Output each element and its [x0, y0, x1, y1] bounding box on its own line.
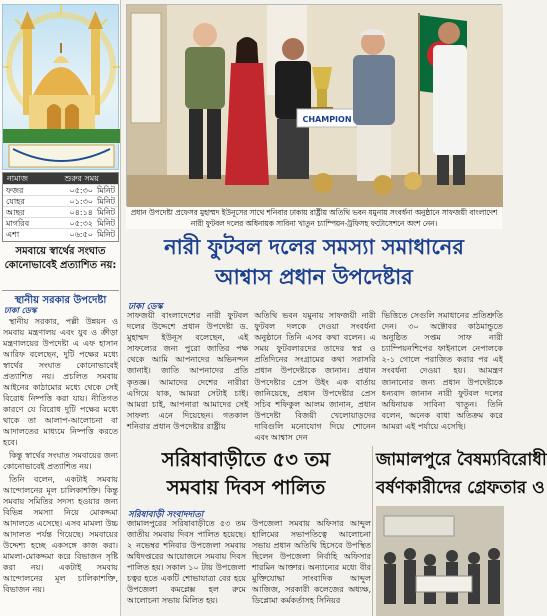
table-row	[3, 228, 118, 239]
prayer-header-name: নামাজ	[7, 174, 29, 183]
main-headline-line-2: আশ্বাস প্রধান উপদেষ্টার	[215, 265, 413, 289]
coop-conflict-headline: সমবায়ে স্বার্থের সংঘাত কোনোভাবেই প্রত্যাশিত নয়:	[4, 246, 117, 271]
article-column: ভিত্তিতে সেগুলি সমাধানের প্রতিশ্রুতি দেন। ৩০ অক্টোবর কাঠমান্ডুতে অনুষ্ঠিত সপ্তম সাফ নারী চ্যাম্পিয়নশিপের ফাইনালে নেপালকে ২-১ গোলে পরাজিত করার পর এই সংবর্ধনা দেওয়া হয়। আমন্ত্রণ জানানোর জন্য প্রধান উপদেষ্টাকে ধন্যবাদ জানান নারী ফুটবল দলের অধিনায়ক সাবিনা খাতুন। তিনি বলেন, অনেক বাধা অতিক্রম করে আমরা এই পর্যায়ে এসেছি।	[381, 310, 503, 431]
news-photo	[126, 4, 502, 206]
photo-caption: প্রধান উপদেষ্টা প্রফেসর মুহাম্মদ ইউনূসের সাথে শনিবার ঢাকায় রাষ্ট্রীয় অতিথি ভবন যমুনায় সংবর্ধনা অনুষ্ঠানে সাফজয়ী বাংলাদেশ নারী ফুটবল দলের অধিনায়ক সাবিনা খাতুন চ্যাম্পিয়ন-ট্রফিসহ ফটোসেশনে অংশ নেন।	[126, 207, 502, 229]
prayer-unit: মিনিট	[97, 186, 116, 195]
article-column: সাফজয়ী বাংলাদেশের নারী ফুটবল দলের উদ্দেশে প্রধান উপদেষ্টা ড. মুহাম্মদ ইউনূস বলেছেন, এই সাফল্যের জন্য পুরো জাতির পক্ষ থেকে আমি আপনাদের অভিনন্দন জানাই। জাতি আপনাদের প্রতি কৃতজ্ঞ। আমাদের দেশের নারীরা এগিয়ে যাক, আমরা সেটাই চাই। আমরা চাই, আপনারা আমাদের সেই সাফল্য এনে দিয়েছেন। গতকাল শনিবার প্রধান উপদেষ্টার রাষ্ট্রীয়	[127, 310, 249, 431]
prayer-name: মাগরিব	[6, 219, 30, 228]
column-divider	[372, 446, 373, 616]
jamalpur-headline-line-1: জামালপুরে বৈষম্যবিরোধী	[376, 450, 547, 470]
table-row	[3, 184, 118, 195]
paragraph: স্থানীয় সরকার, পল্লী উন্নয়ন ও সমবায় মন্ত্রণালয় এবং যুব ও ক্রীড়া মন্ত্রণালয়ের উপদেষ্টা এ এফ হাসান আরিফ বলেছেন, দুটি পক্ষের মধ্যে স্বার্থের সংঘাত কোনোভাবেই প্রত্যাশিত নয়। প্রচলিত সমবায় আইনের কাঠামোর মধ্যে থেকে সেই বিরোধ নিষ্পত্তি করা যায়। নীতিগত কারণে যে বিরোধ দুটি পক্ষের মধ্যে থাকে তা আলাপ-আলোচনা বা আদালতের মাধ্যমে নিষ্পত্তি করতে হবে।	[3, 317, 118, 447]
main-headline	[124, 232, 504, 292]
main-headline-line-1: নারী ফুটবল দলের সমস্যা সমাধানের	[164, 235, 464, 259]
prayer-header-time: শুরুর সময়	[64, 174, 99, 183]
prayer-unit: মিনিট	[97, 219, 116, 228]
prayer-name: ফজর	[6, 186, 24, 195]
prayer-unit: মিনিট	[97, 208, 116, 217]
article-column: উপজেলা সমবায় অফিসার আব্দুল হালিমের সভাপতিত্বে আলোচনা সভায় প্রধান অতিথি হিসেবে উপস্থিত ছিলেন উপজেলা নির্বাহি অফিসার শারমিন আক্তার। অন্যান্যের মধ্যে বীর মুক্তিযোদ্ধা সাংবাদিক আব্দুল আজিজ, সরকারী কলেজের অধ্যক্ষ, ডিপ্লোমা কর্মকর্তাসহ সিনিয়র	[252, 519, 371, 605]
table-row	[3, 206, 118, 217]
coop-conflict-subhead: স্থানীয় সরকার উপদেষ্টা	[2, 290, 119, 310]
paragraph: কিন্তু স্বার্থের সংঘাত সমবায়ের জন্য কোনোভাবেই প্রত্যাশিত নয়।	[3, 451, 118, 471]
banner-text: CHAMPION	[302, 115, 352, 124]
coop-day-dateline: সরিষাবাড়ী সংবাদদাতা	[128, 510, 204, 520]
coop-day-body	[127, 518, 371, 616]
article-column: অতিথি ভবন যমুনায় সাফজয়ী নারী ফুটবল দলকে দেওয়া সংবর্ধনা অনুষ্ঠানে তিনি এসব কথা বলেন। এ সময় ফুটবলারদের তাদের স্বপ্ন ও প্রতিদিনের সংগ্রামের কথা সরাসরি প্রধান উপদেষ্টাকে জানান। প্রধান উপদেষ্টার প্রেস উইং এক বার্তায় জানিয়েছে, প্রধান উপদেষ্টার প্রেস সচিব শফিকুল আলম জানান, প্রধান উপদেষ্টা বিজয়ী খেলোয়াড়দের দাবিগুলি মনোযোগ দিয়ে শোনেন এবং আশ্বাস দেন	[254, 310, 376, 443]
paragraph: তিনি বলেন, একটাই সমবায় আন্দোলনের মূল চালিকাশক্তি। কিন্তু সমবায় সমিতির সদস্য হওয়ার জন্য বিভিন্ন সমস্যা নিয়ে মোকদ্দমা আদালতে এসেছে। এসব মামলা উচ্চ আদালত পর্যন্ত গিয়েছে। সমবায়ের উদ্দেশ্য হচ্ছে একসঙ্গে কাজ করা। মামলা-মোকদ্দমা করে বিভাজন সৃষ্টি করা নয়। একটাই সমবায় আন্দোলনের মূল চালিকাশক্তি, বিভাজন নয়।	[3, 475, 118, 594]
prayer-time: ০৬:৫০	[69, 230, 93, 239]
prayer-name: এশা	[6, 230, 20, 239]
prayer-name: আছর	[6, 208, 25, 217]
prayer-unit: মিনিট	[97, 197, 116, 206]
main-article-dateline: ঢাকা ডেস্ক	[128, 302, 163, 312]
prayer-time: ০১:৩০	[69, 197, 93, 206]
coop-day-headline	[124, 446, 368, 502]
reception-photo-illustration	[127, 5, 503, 207]
prayer-table-header	[3, 173, 118, 184]
prayer-time: ০৫:৩২	[69, 219, 93, 228]
coop-conflict-dateline: ঢাকা ডেস্ক	[4, 306, 37, 315]
jamalpur-protest-photo	[376, 506, 504, 616]
prayer-times-table	[2, 172, 119, 242]
prayer-time: ০৫:৩০	[69, 186, 93, 195]
table-row	[3, 195, 118, 206]
coop-day-headline-line-2: সমবায় দিবস পালিত	[166, 476, 326, 499]
table-row	[3, 217, 118, 228]
mosque-illustration	[2, 4, 119, 170]
coop-conflict-body	[3, 316, 118, 612]
jamalpur-headline	[376, 446, 547, 504]
protest-photo-illustration	[376, 506, 504, 616]
main-article-body	[127, 310, 503, 443]
jamalpur-headline-line-2: বর্ষণকারীদের গ্রেফতার ও	[376, 478, 545, 498]
prayer-unit: মিনিট	[97, 230, 116, 239]
coop-day-headline-line-1: সরিষাবাড়ীতে ৫৩ তম	[161, 448, 331, 471]
prayer-name: যোহর	[6, 197, 25, 206]
mosque-icon	[3, 5, 120, 171]
article-column: জামালপুরের সরিষাবাড়ীতে ৫৩ তম জাতীয় সমবায় দিবস পালিত হয়েছে। ২ নভেম্বর শনিবার উপজেলা সমবায় অধিদপ্তরের আয়োজনে সমবায় দিবস পালিত হয়। সকাল ১০ টায় উপজেলা চত্বর হতে একটি শোভাযাত্রা বের হয়ে উপজেলা কমপ্লেক্স হল রুমে আলোচনা সভায় মিলিত হয়।	[127, 519, 246, 605]
prayer-time: ০৪:১৪	[69, 208, 93, 217]
